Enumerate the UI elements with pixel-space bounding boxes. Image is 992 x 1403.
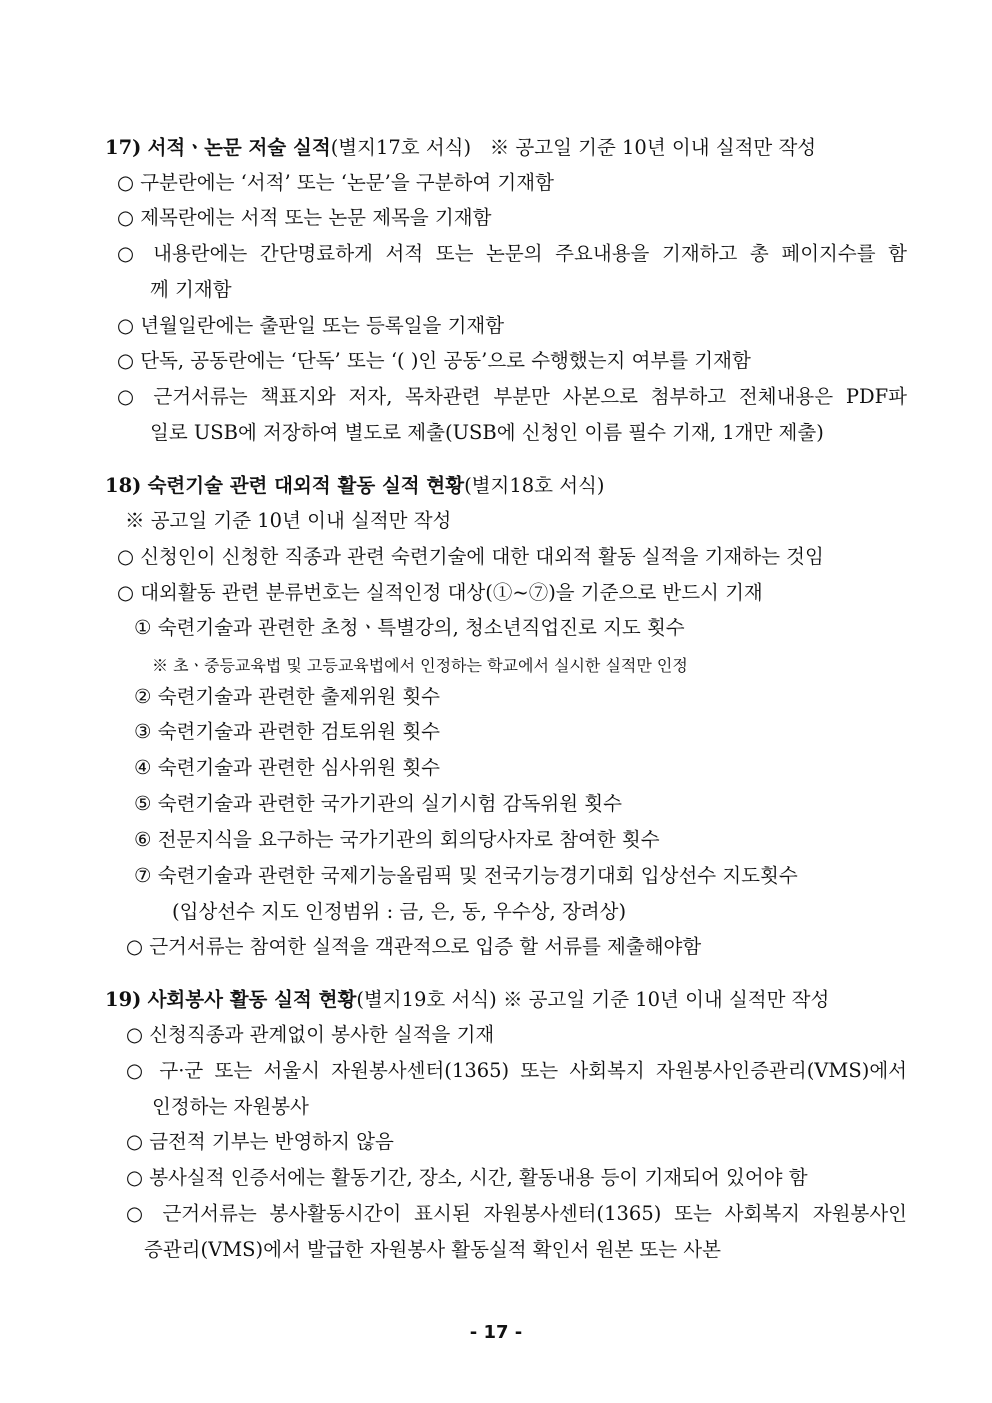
bullet-icon: ○ <box>126 1059 149 1082</box>
section-17-title: 서적ㆍ논문 저술 실적 <box>147 136 331 159</box>
bullet-icon: ○ <box>126 1023 144 1046</box>
circled-number-7: ⑦ <box>134 864 152 887</box>
section-17-note: ※ 공고일 기준 10년 이내 실적만 작성 <box>489 136 817 159</box>
circled-number-6: ⑥ <box>134 828 152 851</box>
list-item: ○ 봉사실적 인증서에는 활동기간, 장소, 시간, 활동내용 등이 기재되어 있어야 함 <box>126 1166 808 1189</box>
section-19-number: 19) <box>105 988 142 1011</box>
section-17-heading <box>105 136 816 160</box>
sub-item-1: ① 숙련기술과 관련한 초청ㆍ특별강의, 청소년직업진로 지도 횟수 <box>134 616 685 639</box>
page-number: - 17 - <box>469 1322 523 1343</box>
list-item: ○ 대외활동 관련 분류번호는 실적인정 대상(①~⑦)을 기준으로 반드시 기재 <box>117 581 763 604</box>
list-item: ○ 년월일란에는 출판일 또는 등록일을 기재함 <box>117 314 505 337</box>
list-item-continuation: 일로 USB에 저장하여 별도로 제출(USB에 신청인 이름 필수 기재, 1개만 제출) <box>150 421 824 444</box>
bullet-icon: ○ <box>126 1130 144 1153</box>
list-item: ○ 제목란에는 서적 또는 논문 제목을 기재함 <box>117 206 492 229</box>
section-17-form: (별지17호 서식) <box>330 136 472 159</box>
sub-item-1-note: ※ 초ㆍ중등교육법 및 고등교육법에서 인정하는 학교에서 실시한 실적만 인정 <box>152 656 688 675</box>
sub-item-5: ⑤ 숙련기술과 관련한 국가기관의 실기시험 감독위원 횟수 <box>134 792 622 815</box>
sub-item-7-continuation: (입상선수 지도 인정범위 : 금, 은, 동, 우수상, 장려상) <box>172 900 627 923</box>
bullet-icon: ○ <box>126 1202 150 1225</box>
section-18-note: ※ 공고일 기준 10년 이내 실적만 작성 <box>125 509 452 532</box>
section-17-number: 17) <box>105 136 142 159</box>
list-item-continuation: 인정하는 자원봉사 <box>152 1095 309 1118</box>
section-18-form: (별지18호 서식) <box>464 474 605 497</box>
circled-number-2: ② <box>134 685 152 708</box>
bullet-icon: ○ <box>126 935 144 958</box>
list-item: ○ 근거서류는 봉사활동시간이 표시된 자원봉사센터(1365) 또는 사회복지 자원봉사인 <box>126 1202 908 1225</box>
circled-number-4: ④ <box>134 756 152 779</box>
section-18-number: 18) <box>105 474 142 497</box>
section-18-title: 숙련기술 관련 대외적 활동 실적 현황 <box>147 474 465 497</box>
section-19-form: (별지19호 서식) <box>356 988 497 1011</box>
section-19-note: ※ 공고일 기준 10년 이내 실적만 작성 <box>502 988 830 1011</box>
list-item: ○ 구·군 또는 서울시 자원봉사센터(1365) 또는 사회복지 자원봉사인증관리(VMS)에서 <box>126 1059 907 1082</box>
bullet-icon: ○ <box>117 385 141 408</box>
bullet-icon: ○ <box>117 349 135 372</box>
list-item: ○ 근거서류는 참여한 실적을 객관적으로 입증 할 서류를 제출해야함 <box>126 935 702 958</box>
list-item: ○ 단독, 공동란에는 ‘단독’ 또는 ‘( )인 공동’으로 수행했는지 여부를 기재함 <box>117 349 751 372</box>
list-item-continuation: 증관리(VMS)에서 발급한 자원봉사 활동실적 확인서 원본 또는 사본 <box>144 1238 721 1261</box>
list-item: ○ 구분란에는 ‘서적’ 또는 ‘논문’을 구분하여 기재함 <box>117 171 554 194</box>
circled-number-5: ⑤ <box>134 792 152 815</box>
sub-item-6: ⑥ 전문지식을 요구하는 국가기관의 회의당사자로 참여한 횟수 <box>134 828 660 851</box>
bullet-icon: ○ <box>117 171 135 194</box>
section-19-heading <box>105 988 829 1012</box>
sub-item-4: ④ 숙련기술과 관련한 심사위원 횟수 <box>134 756 441 779</box>
circled-number-1: ① <box>134 616 152 639</box>
list-item: ○ 근거서류는 책표지와 저자, 목차관련 부분만 사본으로 첨부하고 전체내용은 PDF파 <box>117 385 907 408</box>
bullet-icon: ○ <box>117 545 135 568</box>
circled-number-3: ③ <box>134 720 152 743</box>
list-item: ○ 금전적 기부는 반영하지 않음 <box>126 1130 394 1153</box>
list-item: ○ 신청인이 신청한 직종과 관련 숙련기술에 대한 대외적 활동 실적을 기재하는 것임 <box>117 545 824 568</box>
sub-item-7: ⑦ 숙련기술과 관련한 국제기능올림픽 및 전국기능경기대회 입상선수 지도횟수 <box>134 864 798 887</box>
bullet-icon: ○ <box>126 1166 144 1189</box>
section-19-title: 사회봉사 활동 실적 현황 <box>147 988 357 1011</box>
sub-item-2: ② 숙련기술과 관련한 출제위원 횟수 <box>134 685 441 708</box>
list-item: ○ 신청직종과 관계없이 봉사한 실적을 기재 <box>126 1023 495 1046</box>
list-item-continuation: 께 기재함 <box>150 278 232 301</box>
section-18-heading <box>105 474 605 498</box>
bullet-icon: ○ <box>117 581 135 604</box>
bullet-icon: ○ <box>117 206 135 229</box>
bullet-icon: ○ <box>117 314 135 337</box>
sub-item-3: ③ 숙련기술과 관련한 검토위원 횟수 <box>134 720 441 743</box>
bullet-icon: ○ <box>117 242 141 265</box>
list-item: ○ 내용란에는 간단명료하게 서적 또는 논문의 주요내용을 기재하고 총 페이지수를 함 <box>117 242 908 265</box>
